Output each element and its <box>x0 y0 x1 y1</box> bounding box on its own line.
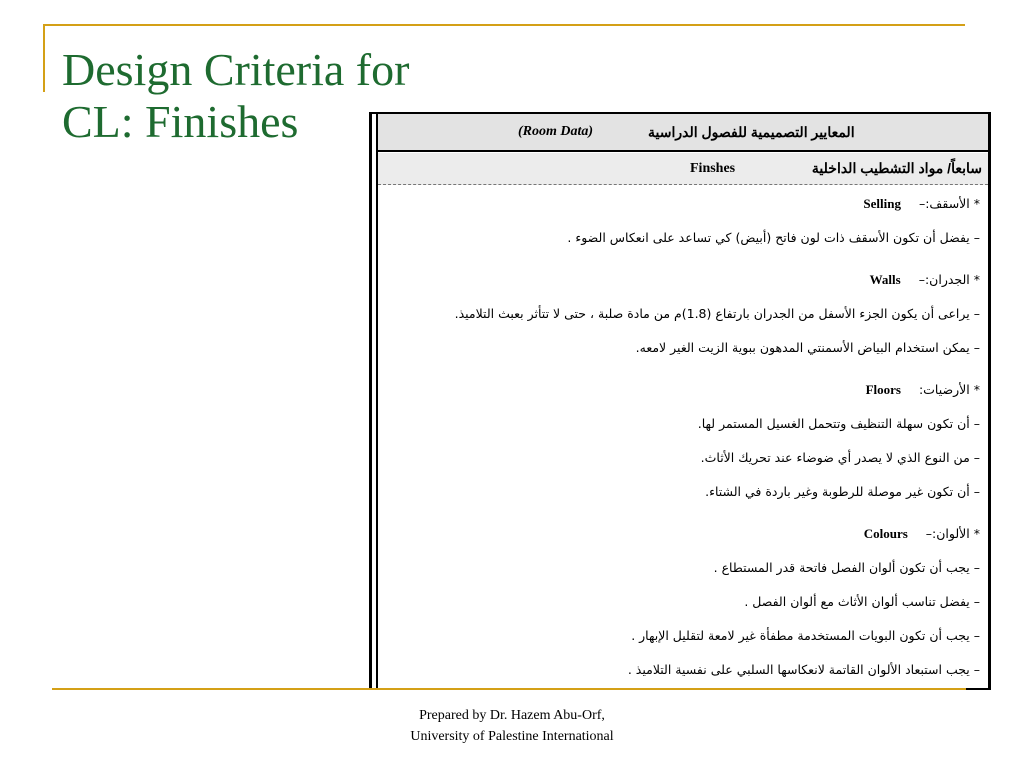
table-subheader-row <box>378 153 988 185</box>
list-item: – أن تكون غير موصلة للرطوبة وغير باردة في الشتاء. <box>705 484 980 499</box>
table-header-ar: المعايير التصميمية للفصول الدراسية <box>648 123 855 140</box>
list-item: – يراعى أن يكون الجزء الأسفل من الجدران بارتفاع (1.8)م من مادة صلبة ، حتى لا تتأثر بعبث التلاميذ. <box>454 306 980 321</box>
section-heading-ar: * الأرضيات: <box>918 382 980 397</box>
left-accent-rule <box>43 24 45 92</box>
table-subheader-en: Finshes <box>690 160 736 176</box>
section-heading-ar: * الألوان:– <box>925 526 980 541</box>
list-item: – من النوع الذي لا يصدر أي ضوضاء عند تحريك الأثاث. <box>700 450 980 465</box>
section-heading-en: Walls <box>869 272 901 287</box>
slide-title <box>62 44 409 148</box>
bottom-accent-rule <box>52 688 966 690</box>
list-item: – يفضل تناسب ألوان الأثاث مع ألوان الفصل . <box>744 594 980 609</box>
slide-footer <box>0 705 1024 747</box>
footer-author: Prepared by Dr. Hazem Abu-Orf, <box>419 708 605 723</box>
section-heading-ar: * الأسقف:– <box>918 196 980 211</box>
section-heading-en: Colours <box>863 526 908 541</box>
section-heading-en: Floors <box>865 382 901 397</box>
table-subheader-ar: سابعاً/ مواد التشطيب الداخلية <box>811 160 982 176</box>
list-item: – يمكن استخدام البياض الأسمنتي المدهون ببوية الزيت الغير لامعه. <box>635 340 980 355</box>
list-item: – يجب استبعاد الألوان القاتمة لانعكاسها السلبي على نفسية التلاميذ . <box>627 662 980 677</box>
title-line-2: CL: Finishes <box>62 96 299 147</box>
footer-institution: University of Palestine International <box>410 729 614 744</box>
table-header-en: (Room Data) <box>518 124 594 139</box>
top-accent-rule <box>45 24 965 26</box>
section-heading-en: Selling <box>863 196 901 211</box>
list-item: – يفضل أن تكون الأسقف ذات لون فاتح (أبيض) كي تساعد على انعكاس الضوء . <box>567 230 980 245</box>
section-heading-floors <box>866 382 980 398</box>
section-heading-ar: * الجدران:– <box>918 272 980 287</box>
section-heading-ceilings <box>863 196 980 212</box>
title-line-1: Design Criteria for <box>62 44 410 95</box>
list-item: – يجب أن تكون ألوان الفصل فاتحة قدر المستطاع . <box>713 560 980 575</box>
table-inner-border <box>376 114 378 688</box>
list-item: – أن تكون سهلة التنظيف وتتحمل الغسيل المستمر لها. <box>697 416 980 431</box>
table-header-row <box>378 114 988 152</box>
section-heading-colours <box>864 526 980 542</box>
list-item: – يجب أن تكون البويات المستخدمة مطفأة غير لامعة لتقليل الإبهار . <box>631 628 980 643</box>
section-heading-walls <box>870 272 980 288</box>
